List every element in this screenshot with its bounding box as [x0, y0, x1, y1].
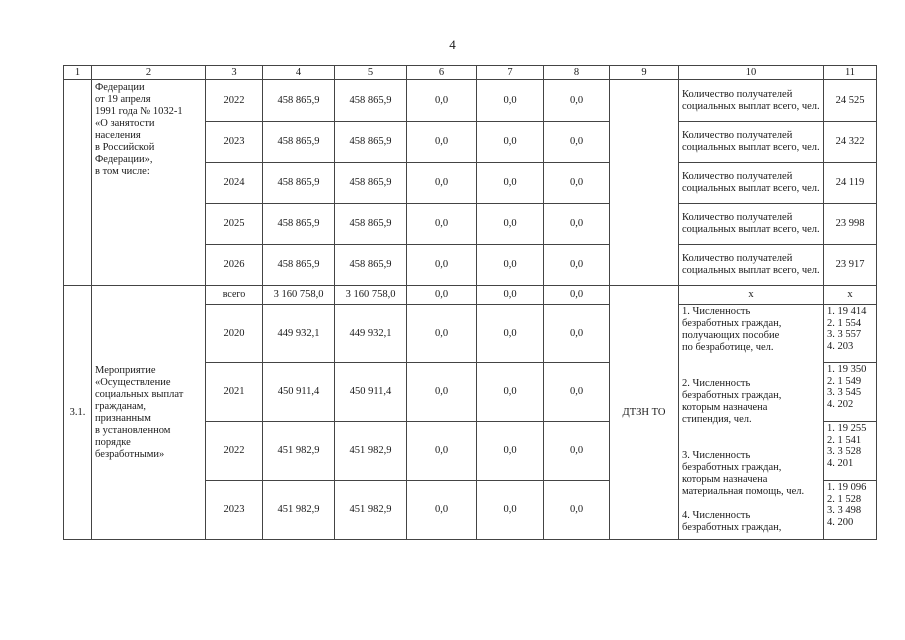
- regional-budget-cell: 458 865,9: [335, 80, 407, 122]
- year-cell: всего: [206, 286, 263, 305]
- extra-budget-cell: 0,0: [544, 204, 610, 245]
- regional-budget-cell: 458 865,9: [335, 163, 407, 204]
- federal-budget-cell: 0,0: [407, 163, 477, 204]
- year-cell: 2024: [206, 163, 263, 204]
- local-budget-cell: 0,0: [477, 163, 544, 204]
- executor-cell: [610, 80, 679, 286]
- regional-budget-cell: 458 865,9: [335, 245, 407, 286]
- indicator-value-line: 3. 3 545: [827, 387, 862, 398]
- federal-budget-cell: 0,0: [407, 422, 477, 481]
- header-cell: 9: [610, 66, 679, 80]
- indicator-value-line: 4. 203: [827, 340, 854, 352]
- extra-budget-cell: 0,0: [544, 286, 610, 305]
- local-budget-cell: 0,0: [477, 363, 544, 422]
- header-cell: 8: [544, 66, 610, 80]
- total-amount-cell: 3 160 758,0: [263, 286, 335, 305]
- regional-budget-cell: 3 160 758,0: [335, 286, 407, 305]
- header-cell: 11: [824, 66, 877, 80]
- indicator-name-cell: Количество получателей социальных выплат всего, чел.: [679, 80, 824, 122]
- federal-budget-cell: 0,0: [407, 286, 477, 305]
- federal-budget-cell: 0,0: [407, 305, 477, 363]
- local-budget-cell: 0,0: [477, 245, 544, 286]
- total-amount-cell: 451 982,9: [263, 481, 335, 540]
- local-budget-cell: 0,0: [477, 204, 544, 245]
- indicator-name-cell: Количество получателей социальных выплат всего, чел.: [679, 204, 824, 245]
- extra-budget-cell: 0,0: [544, 245, 610, 286]
- local-budget-cell: 0,0: [477, 286, 544, 305]
- federal-budget-cell: 0,0: [407, 245, 477, 286]
- indicator-value-line: 4. 201: [827, 457, 854, 469]
- executor-cell: ДТЗН ТО: [610, 286, 679, 540]
- federal-budget-cell: 0,0: [407, 363, 477, 422]
- year-cell: 2022: [206, 80, 263, 122]
- extra-budget-cell: 0,0: [544, 122, 610, 163]
- header-row: [64, 66, 877, 80]
- row-number-cell: [64, 80, 92, 286]
- regional-budget-cell: 450 911,4: [335, 363, 407, 422]
- regional-budget-cell: 451 982,9: [335, 481, 407, 540]
- local-budget-cell: 0,0: [477, 122, 544, 163]
- indicator-value-line: 2. 1 554: [827, 317, 862, 329]
- header-cell: 6: [407, 66, 477, 80]
- measure-name-cell: Федерации от 19 апреля 1991 года № 1032-1 «О занятости населения в Российской Федерации», в том числе:: [92, 80, 206, 286]
- year-cell: 2026: [206, 245, 263, 286]
- total-amount-cell: 458 865,9: [263, 122, 335, 163]
- local-budget-cell: 0,0: [477, 80, 544, 122]
- year-cell: 2022: [206, 422, 263, 481]
- local-budget-cell: 0,0: [477, 481, 544, 540]
- local-budget-cell: 0,0: [477, 422, 544, 481]
- indicator-value-cell: х: [824, 286, 877, 305]
- extra-budget-cell: 0,0: [544, 80, 610, 122]
- indicator-value-cell: 23 998: [824, 204, 877, 245]
- indicator-value-line: 2. 1 528: [827, 493, 862, 505]
- indicator-name-cell: 1. Численность безработных граждан, получающих пособие по безработице, чел. 2. Численность безработных граждан, которым назначена стипендия, чел. 3. Численность безработных граждан, которым назначена материальная помощь, чел. 4. Численность безработных граждан,: [679, 305, 824, 540]
- indicator-value-line: 1. 19 414: [827, 306, 867, 317]
- year-cell: 2021: [206, 363, 263, 422]
- extra-budget-cell: 0,0: [544, 363, 610, 422]
- header-cell: 7: [477, 66, 544, 80]
- page-number: 4: [449, 37, 456, 52]
- indicator-value-line: 1. 19 255: [827, 423, 867, 434]
- year-cell: 2023: [206, 122, 263, 163]
- table-row: [64, 80, 877, 122]
- header-cell: 2: [92, 66, 206, 80]
- indicator-value-line: 3. 3 498: [827, 505, 862, 516]
- total-amount-cell: 449 932,1: [263, 305, 335, 363]
- table-body: [64, 66, 877, 540]
- total-amount-cell: 458 865,9: [263, 80, 335, 122]
- indicator-value-cell: [824, 363, 877, 422]
- extra-budget-cell: 0,0: [544, 305, 610, 363]
- table-row: [64, 286, 877, 305]
- indicator-name-cell: Количество получателей социальных выплат всего, чел.: [679, 122, 824, 163]
- header-cell: 5: [335, 66, 407, 80]
- indicator-value-cell: [824, 481, 877, 540]
- indicator-value-line: 2. 1 549: [827, 375, 862, 387]
- federal-budget-cell: 0,0: [407, 80, 477, 122]
- indicator-value-line: 1. 19 096: [827, 482, 867, 493]
- indicator-name-cell: Количество получателей социальных выплат всего, чел.: [679, 163, 824, 204]
- extra-budget-cell: 0,0: [544, 481, 610, 540]
- indicator-value-cell: 24 322: [824, 122, 877, 163]
- extra-budget-cell: 0,0: [544, 163, 610, 204]
- federal-budget-cell: 0,0: [407, 122, 477, 163]
- regional-budget-cell: 458 865,9: [335, 122, 407, 163]
- indicator-value-line: 2. 1 541: [827, 434, 862, 446]
- indicator-value-cell: 24 525: [824, 80, 877, 122]
- year-cell: 2023: [206, 481, 263, 540]
- header-cell: 1: [64, 66, 92, 80]
- header-cell: 4: [263, 66, 335, 80]
- federal-budget-cell: 0,0: [407, 481, 477, 540]
- indicator-value-line: 1. 19 350: [827, 364, 867, 375]
- indicator-value-line: 4. 200: [827, 516, 854, 528]
- indicator-name-cell: х: [679, 286, 824, 305]
- budget-table: [63, 65, 877, 540]
- year-cell: 2020: [206, 305, 263, 363]
- header-cell: 10: [679, 66, 824, 80]
- indicator-value-cell: [824, 305, 877, 363]
- total-amount-cell: 458 865,9: [263, 245, 335, 286]
- header-cell: 3: [206, 66, 263, 80]
- extra-budget-cell: 0,0: [544, 422, 610, 481]
- total-amount-cell: 451 982,9: [263, 422, 335, 481]
- regional-budget-cell: 458 865,9: [335, 204, 407, 245]
- federal-budget-cell: 0,0: [407, 204, 477, 245]
- total-amount-cell: 458 865,9: [263, 204, 335, 245]
- indicator-value-cell: 24 119: [824, 163, 877, 204]
- indicator-name-cell: Количество получателей социальных выплат всего, чел.: [679, 245, 824, 286]
- regional-budget-cell: 449 932,1: [335, 305, 407, 363]
- indicator-value-cell: [824, 422, 877, 481]
- total-amount-cell: 458 865,9: [263, 163, 335, 204]
- indicator-value-line: 3. 3 557: [827, 329, 862, 340]
- year-cell: 2025: [206, 204, 263, 245]
- indicator-value-line: 4. 202: [827, 398, 854, 410]
- local-budget-cell: 0,0: [477, 305, 544, 363]
- indicator-value-cell: 23 917: [824, 245, 877, 286]
- regional-budget-cell: 451 982,9: [335, 422, 407, 481]
- total-amount-cell: 450 911,4: [263, 363, 335, 422]
- row-number-cell: 3.1.: [64, 286, 92, 540]
- measure-name-cell: Мероприятие «Осуществление социальных выплат гражданам, признанным в установленном порядке безработными»: [92, 286, 206, 540]
- indicator-value-line: 3. 3 528: [827, 446, 862, 457]
